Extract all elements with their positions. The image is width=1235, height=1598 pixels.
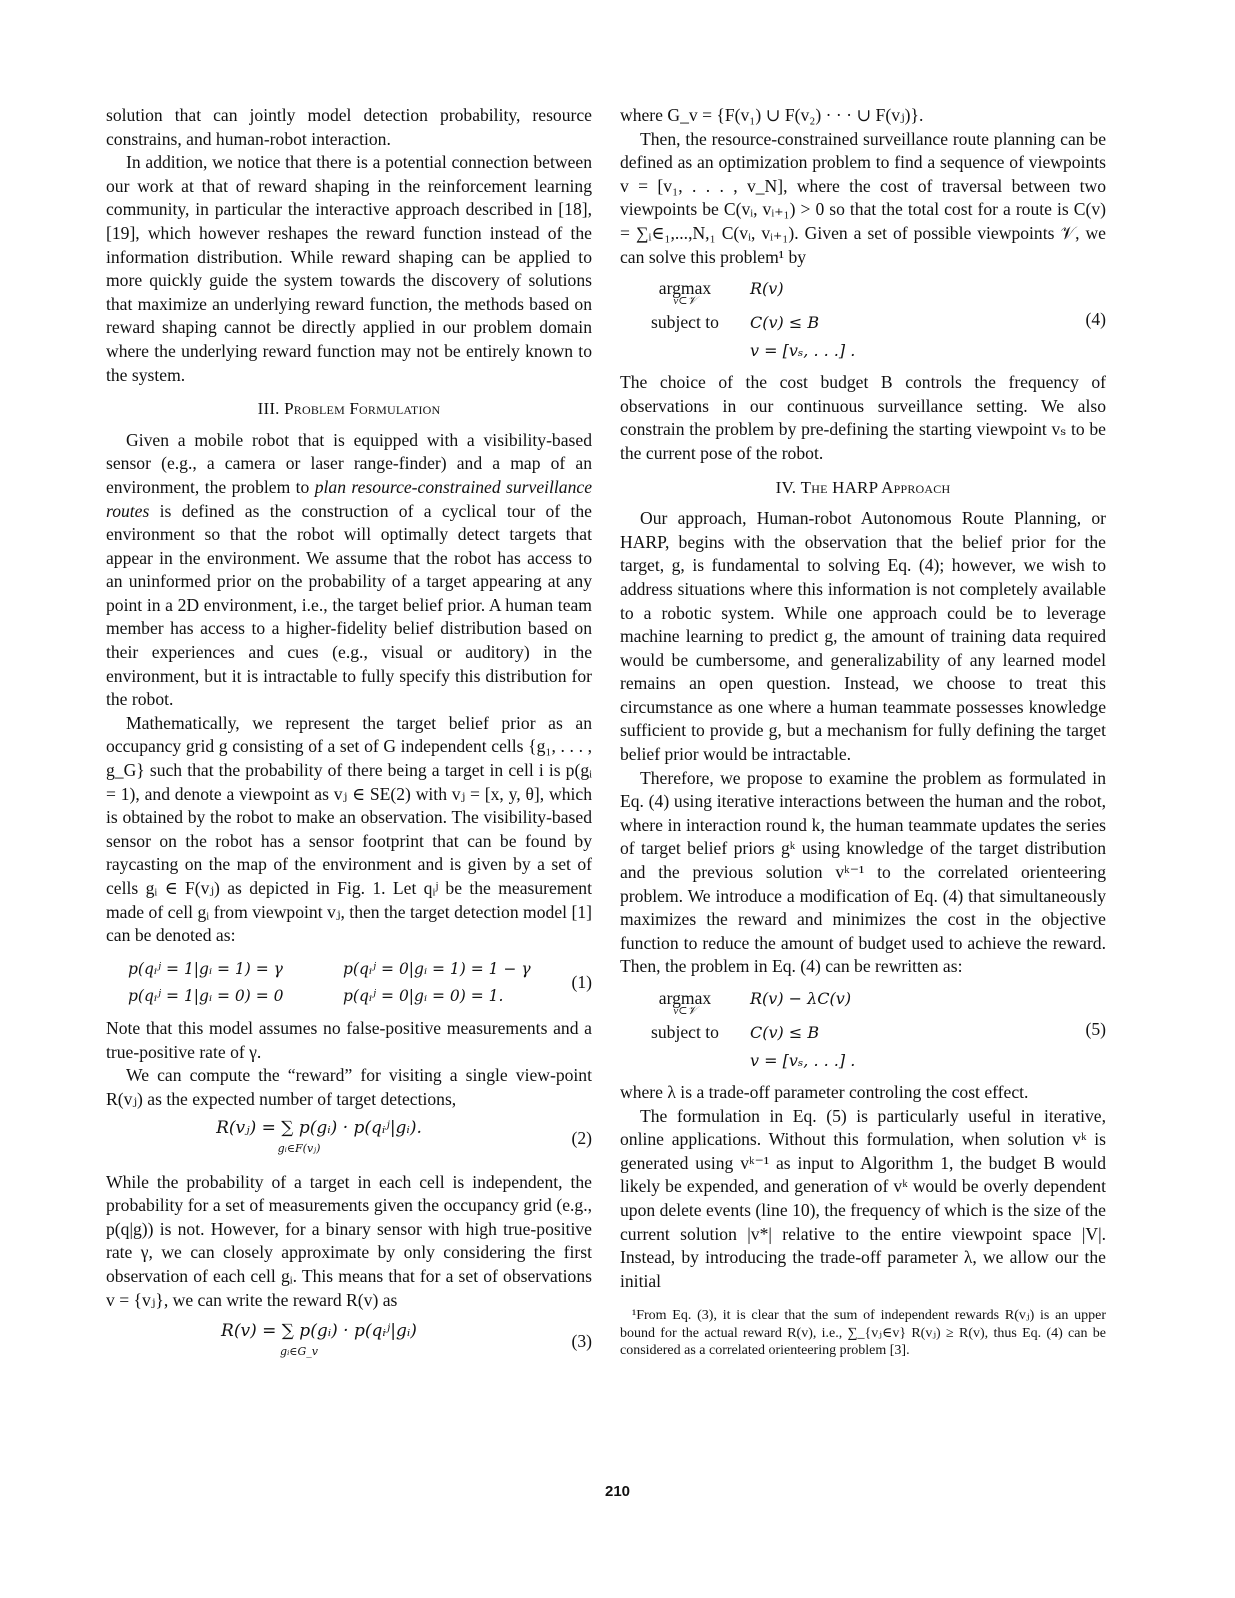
section-heading xyxy=(106,397,592,421)
argmax-subscript: v⊂𝒱 xyxy=(673,1005,697,1018)
subject-to-label: subject to xyxy=(651,312,719,333)
footnote xyxy=(620,1307,1106,1360)
text-run: Given a mobile robot that is equipped with a visibility-based sensor (e.g., a camera or laser range-finder) and a map of an environment, the problem to xyxy=(106,429,592,497)
paragraph xyxy=(106,429,592,712)
equation-number: (4) xyxy=(1085,309,1106,330)
paragraph: Note that this model assumes no false-positive measurements and a true-positive rate of γ. xyxy=(106,1017,592,1062)
equation-4 xyxy=(620,275,1106,365)
section-number: III. xyxy=(257,399,280,419)
equation-body: R(v) = ∑ p(gᵢ) · p(qᵢʲ|gᵢ) xyxy=(221,1321,417,1342)
paragraph: Our approach, Human-robot Autonomous Route Planning, or HARP, begins with the observation that the belief prior for the target, g, is fundamental to solving Eq. (4); however, we wish to address situations where this information is not completely available to a robotic system. While one approach could be to leverage machine learning to predict g, the amount of training data required would be cumbersome, and generalizability of any learned model remains an open question. Instead, we choose to treat this circumstance as one where a human teammate possesses knowledge sufficient to provide g, but a mechanism for fully defining the target belief prior would be intractable. xyxy=(620,508,1106,765)
argmax-label: argmax xyxy=(658,988,712,1009)
paragraph: where λ is a trade-off parameter controling the cost effect. xyxy=(620,1082,1029,1102)
equation-5 xyxy=(620,985,1106,1075)
equation-body: R(vⱼ) = ∑ p(gᵢ) · p(qᵢʲ|gᵢ). xyxy=(216,1118,422,1139)
equation-term: p(qᵢʲ = 1|gᵢ = 0) = 0 xyxy=(128,987,284,1006)
equation-subscript: gᵢ∈F(vⱼ) xyxy=(277,1141,321,1155)
paragraph: solution that can jointly model detection probability, resource constrains, and human-robot interaction. xyxy=(106,105,592,149)
section-title: Problem Formulation xyxy=(284,399,441,419)
equation-number: (5) xyxy=(1085,1019,1106,1040)
left-column xyxy=(106,104,592,1371)
equation-term: p(qᵢʲ = 0|gᵢ = 1) = 1 − γ xyxy=(343,959,531,978)
section-title: The HARP Approach xyxy=(800,477,951,497)
equation-3 xyxy=(106,1320,592,1363)
section-number: IV. xyxy=(775,477,797,497)
paragraph: Therefore, we propose to examine the problem as formulated in Eq. (4) using iterative interactions between the human and the robot, where in interaction round k, the human teammate updates the series of target belief priors gᵏ using knowledge of the target distribution and the previous solution vᵏ⁻¹ to the correlated orienteering problem. We introduce a modification of Eq. (4) that simultaneously maximizes the reward and minimizes the cost in the objective function to reduce the amount of budget used to achieve the reward. Then, the problem in Eq. (4) can be rewritten as: xyxy=(620,767,1106,977)
page-number: 210 xyxy=(604,1483,631,1500)
equation-2 xyxy=(106,1117,592,1160)
objective: R(v) xyxy=(750,279,784,299)
constraint: v = [vₛ, . . .] . xyxy=(750,341,856,361)
paragraph: The choice of the cost budget B controls the frequency of observations in our continuous surveillance setting. We also constrain the problem by pre-defining the starting viewpoint vₛ to be the current pose of the robot. xyxy=(620,372,1106,463)
paragraph: In addition, we notice that there is a potential connection between our work at that of reward shaping in the reinforcement learning community, in particular the interactive approach described in [18], [19], which however reshapes the reward function instead of the information distribution. While reward shaping can be applied to more quickly guide the system towards the discovery of solutions that maximize an underlying reward function, the methods based on reward shaping cannot be directly applied in our problem domain where the underlying reward function may not be entirely known to the system. xyxy=(106,152,592,385)
equation-subscript: gᵢ∈G_v xyxy=(280,1344,318,1358)
equation-number: (3) xyxy=(571,1330,592,1351)
text-run: is defined as the construction of a cyclical tour of the environment so that the robot will optimally detect targets that appear in the environment. We assume that the robot has access to an uninformed prior on the probability of a target appearing at any point in a 2D environment, i.e., the target belief prior. A human team member has access to a higher-fidelity belief distribution based on their experiences and cues (e.g., visual or auditory) in the environment, but it is intractable to fully specify this distribution for the robot. xyxy=(106,500,592,710)
objective: R(v) − λC(v) xyxy=(750,989,852,1009)
footnote-text: ¹From Eq. (3), it is clear that the sum of independent rewards R(vⱼ) is an upper bound for the actual reward R(v), i.e., ∑_{vⱼ∈v} R(vⱼ) ≥ R(v), thus Eq. (4) can be considered as a correlated orienteering problem [3]. xyxy=(620,1308,1106,1359)
paragraph: Mathematically, we represent the target belief prior as an occupancy grid g consisting of a set of G independent cells {g₁, . . . , g_G} such that the probability of there being a target in cell i is p(gᵢ = 1), and denote a viewpoint as vⱼ ∈ SE(2) with vⱼ = [x, y, θ], which is obtained by the robot to make an observation. The visibility-based sensor on the robot has a sensor footprint that can be found by raycasting on the map of the environment and is given by a set of cells gᵢ ∈ F(vⱼ) as depicted in Fig. 1. Let qᵢʲ be the measurement made of cell gᵢ from viewpoint vⱼ, then the target detection model [1] can be denoted as: xyxy=(106,712,592,946)
equation-term: p(qᵢʲ = 1|gᵢ = 1) = γ xyxy=(128,959,283,978)
equation-1 xyxy=(106,958,592,1009)
equation-number: (1) xyxy=(571,972,592,993)
section-heading xyxy=(620,476,1106,500)
equation-term: p(qᵢʲ = 0|gᵢ = 0) = 1. xyxy=(343,987,504,1006)
paragraph: We can compute the “reward” for visiting a single view-point R(vⱼ) as the expected number of target detections, xyxy=(106,1065,592,1109)
equation-number: (2) xyxy=(571,1128,592,1149)
right-column xyxy=(620,104,1106,1360)
subject-to-label: subject to xyxy=(651,1022,719,1043)
constraint: C(v) ≤ B xyxy=(750,313,820,333)
paragraph: where G_v = {F(v₁) ∪ F(v₂) · · · ∪ F(vⱼ)}. xyxy=(620,105,924,125)
argmax-subscript: v⊂𝒱 xyxy=(673,295,697,308)
paragraph: Then, the resource-constrained surveillance route planning can be defined as an optimization problem to find a sequence of viewpoints v = [v₁, . . . , v_N], where the cost of traversal between two viewpoints be C(vᵢ, vᵢ₊₁) > 0 so that the total cost for a route is C(v) = ∑ᵢ∈₁,...,N,₁ C(vᵢ, vᵢ₊₁). Given a set of possible viewpoints 𝒱, we can solve this problem¹ by xyxy=(620,128,1106,267)
argmax-label: argmax xyxy=(658,278,712,299)
emphasis-text: plan resource-constrained surveillance routes xyxy=(106,476,593,521)
constraint: v = [vₛ, . . .] . xyxy=(750,1051,856,1071)
paragraph: The formulation in Eq. (5) is particularly useful in iterative, online applications. Without this formulation, when solution vᵏ is generated using vᵏ⁻¹ as input to Algorithm 1, the budget B would likely be expended, and generation of vᵏ would be overly dependent upon delete events (line 10), the frequency of which is the size of the current solution |v*| relative to the entire viewpoint space |V|. Instead, by introducing the trade-off parameter λ, we allow our the initial xyxy=(620,1105,1106,1291)
paragraph: While the probability of a target in each cell is independent, the probability for a set of measurements given the occupancy grid (e.g., p(q|g)) is not. However, for a binary sensor with high true-positive rate γ, we can closely approximate by only considering the first observation of each cell gᵢ. This means that for a set of observations v = {vⱼ}, we can write the reward R(v) as xyxy=(106,1171,592,1310)
constraint: C(v) ≤ B xyxy=(750,1023,820,1043)
